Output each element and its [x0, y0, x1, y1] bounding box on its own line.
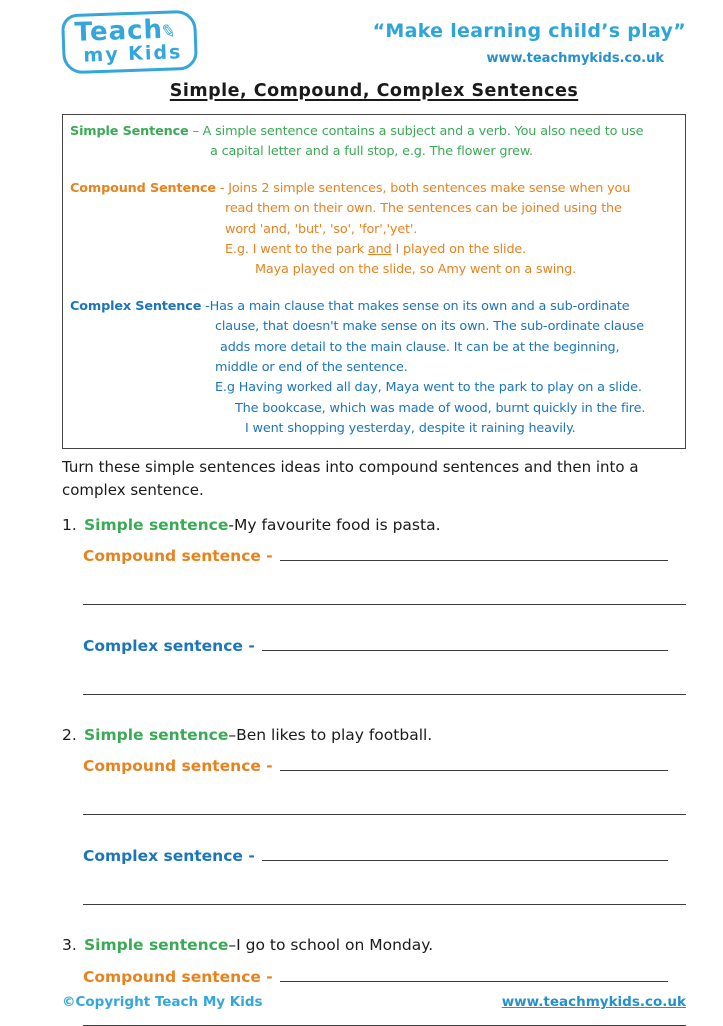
spacer: [70, 163, 679, 179]
logo-text-teach: Teach: [74, 14, 164, 48]
definition-text: middle or end of the sentence.: [215, 360, 408, 376]
definition-text: read them on their own. The sentences can be joined using the: [225, 201, 622, 217]
exercise-2-simple: [62, 726, 686, 744]
complex-example-2: The bookcase, which was made of wood, burnt quickly in the fire.: [235, 400, 646, 416]
compound-sentence-label: Compound Sentence: [70, 180, 216, 196]
copyright-text: ©Copyright Teach My Kids: [62, 994, 263, 1010]
simple-sentence-label: Simple sentence: [84, 936, 229, 955]
simple-sentence-text: My favourite food is pasta.: [233, 515, 441, 534]
logo-text-my-kids: my Kids: [83, 41, 183, 67]
exercise-2-complex-row: [83, 842, 686, 865]
answer-line-full: [83, 604, 686, 605]
answer-line-full: [83, 814, 686, 815]
compound-sentence-definition: [70, 179, 679, 281]
complex-sentence-definition: [70, 297, 679, 440]
exercise-number: 1.: [62, 515, 77, 534]
definition-text: clause, that doesn't make sense on its own. The sub-ordinate clause: [215, 319, 644, 335]
answer-line: [262, 632, 668, 651]
simple-sentence-text: I go to school on Monday.: [236, 936, 434, 955]
complex-sentence-label: Complex sentence -: [83, 847, 255, 866]
definition-text: Has a main clause that makes sense on its own and a sub-ordinate: [209, 298, 630, 314]
exercise-3-simple: [62, 936, 686, 954]
separator: –: [188, 124, 203, 139]
separator: -: [201, 298, 210, 314]
separator: –: [228, 936, 237, 955]
definition-text: a capital letter and a full stop, e.g. The flower grew.: [210, 144, 533, 160]
exercise-number: 3.: [62, 936, 77, 955]
definition-text: A simple sentence contains a subject and a verb. You also need to use: [202, 124, 644, 139]
answer-line-full: [83, 904, 686, 905]
simple-sentence-definition: [70, 122, 679, 163]
separator: -: [228, 515, 234, 534]
header-right: [373, 12, 686, 66]
complex-example-3: I went shopping yesterday, despite it raining heavily.: [245, 421, 576, 437]
spacer: [70, 281, 679, 297]
simple-sentence-label: Simple sentence: [84, 515, 229, 534]
compound-example-1: [70, 240, 679, 260]
example-text: I played on the slide.: [391, 242, 527, 258]
definition-text: Joins 2 simple sentences, both sentences make sense when you: [228, 180, 631, 196]
exercise-1-compound-row: [83, 543, 686, 566]
definition-text: word 'and, 'but', 'so', 'for','yet'.: [225, 221, 418, 237]
tagline: “Make learning child’s play”: [372, 20, 686, 42]
simple-sentence-label: Simple sentence: [84, 725, 229, 744]
answer-line: [280, 963, 668, 982]
answer-line-full: [83, 694, 686, 695]
simple-sentence-label: Simple Sentence: [70, 124, 189, 139]
underlined-conjunction: and: [367, 242, 392, 258]
exercise-number: 2.: [62, 725, 77, 744]
footer: [62, 994, 686, 1010]
exercise-1-complex-row: [83, 632, 686, 655]
separator: -: [215, 180, 229, 196]
separator: –: [228, 725, 237, 744]
teach-my-kids-logo: [61, 10, 198, 75]
header: [62, 12, 686, 72]
exercise-2-compound-row: [83, 753, 686, 776]
exercise-1-simple: [62, 516, 686, 534]
compound-example-2: Maya played on the slide, so Amy went on a swing.: [255, 262, 577, 278]
instructions-text: Turn these simple sentences ideas into compound sentences and then into a complex sentence.: [62, 457, 639, 499]
answer-line: [262, 842, 668, 861]
exercise-3-compound-row: [83, 963, 686, 986]
definitions-box: [62, 114, 686, 449]
compound-sentence-label: Compound sentence -: [83, 967, 273, 986]
complex-example-1: E.g Having worked all day, Maya went to the park to play on a slide.: [215, 380, 642, 396]
complex-sentence-label: Complex sentence -: [83, 636, 255, 655]
compound-sentence-label: Compound sentence -: [83, 547, 273, 566]
compound-sentence-label: Compound sentence -: [83, 757, 273, 776]
simple-sentence-text: Ben likes to play football.: [236, 725, 433, 744]
answer-line: [280, 543, 668, 562]
definition-text: adds more detail to the main clause. It can be at the beginning,: [220, 339, 620, 355]
pencil-icon: ✎: [159, 20, 178, 44]
complex-sentence-label: Complex Sentence: [70, 298, 202, 314]
footer-website-link[interactable]: www.teachmykids.co.uk: [501, 994, 686, 1010]
page-title: Simple, Compound, Complex Sentences: [169, 81, 579, 101]
header-website-url[interactable]: www.teachmykids.co.uk: [486, 51, 664, 66]
answer-line: [280, 753, 668, 772]
example-text: E.g. I went to the park: [225, 242, 368, 258]
